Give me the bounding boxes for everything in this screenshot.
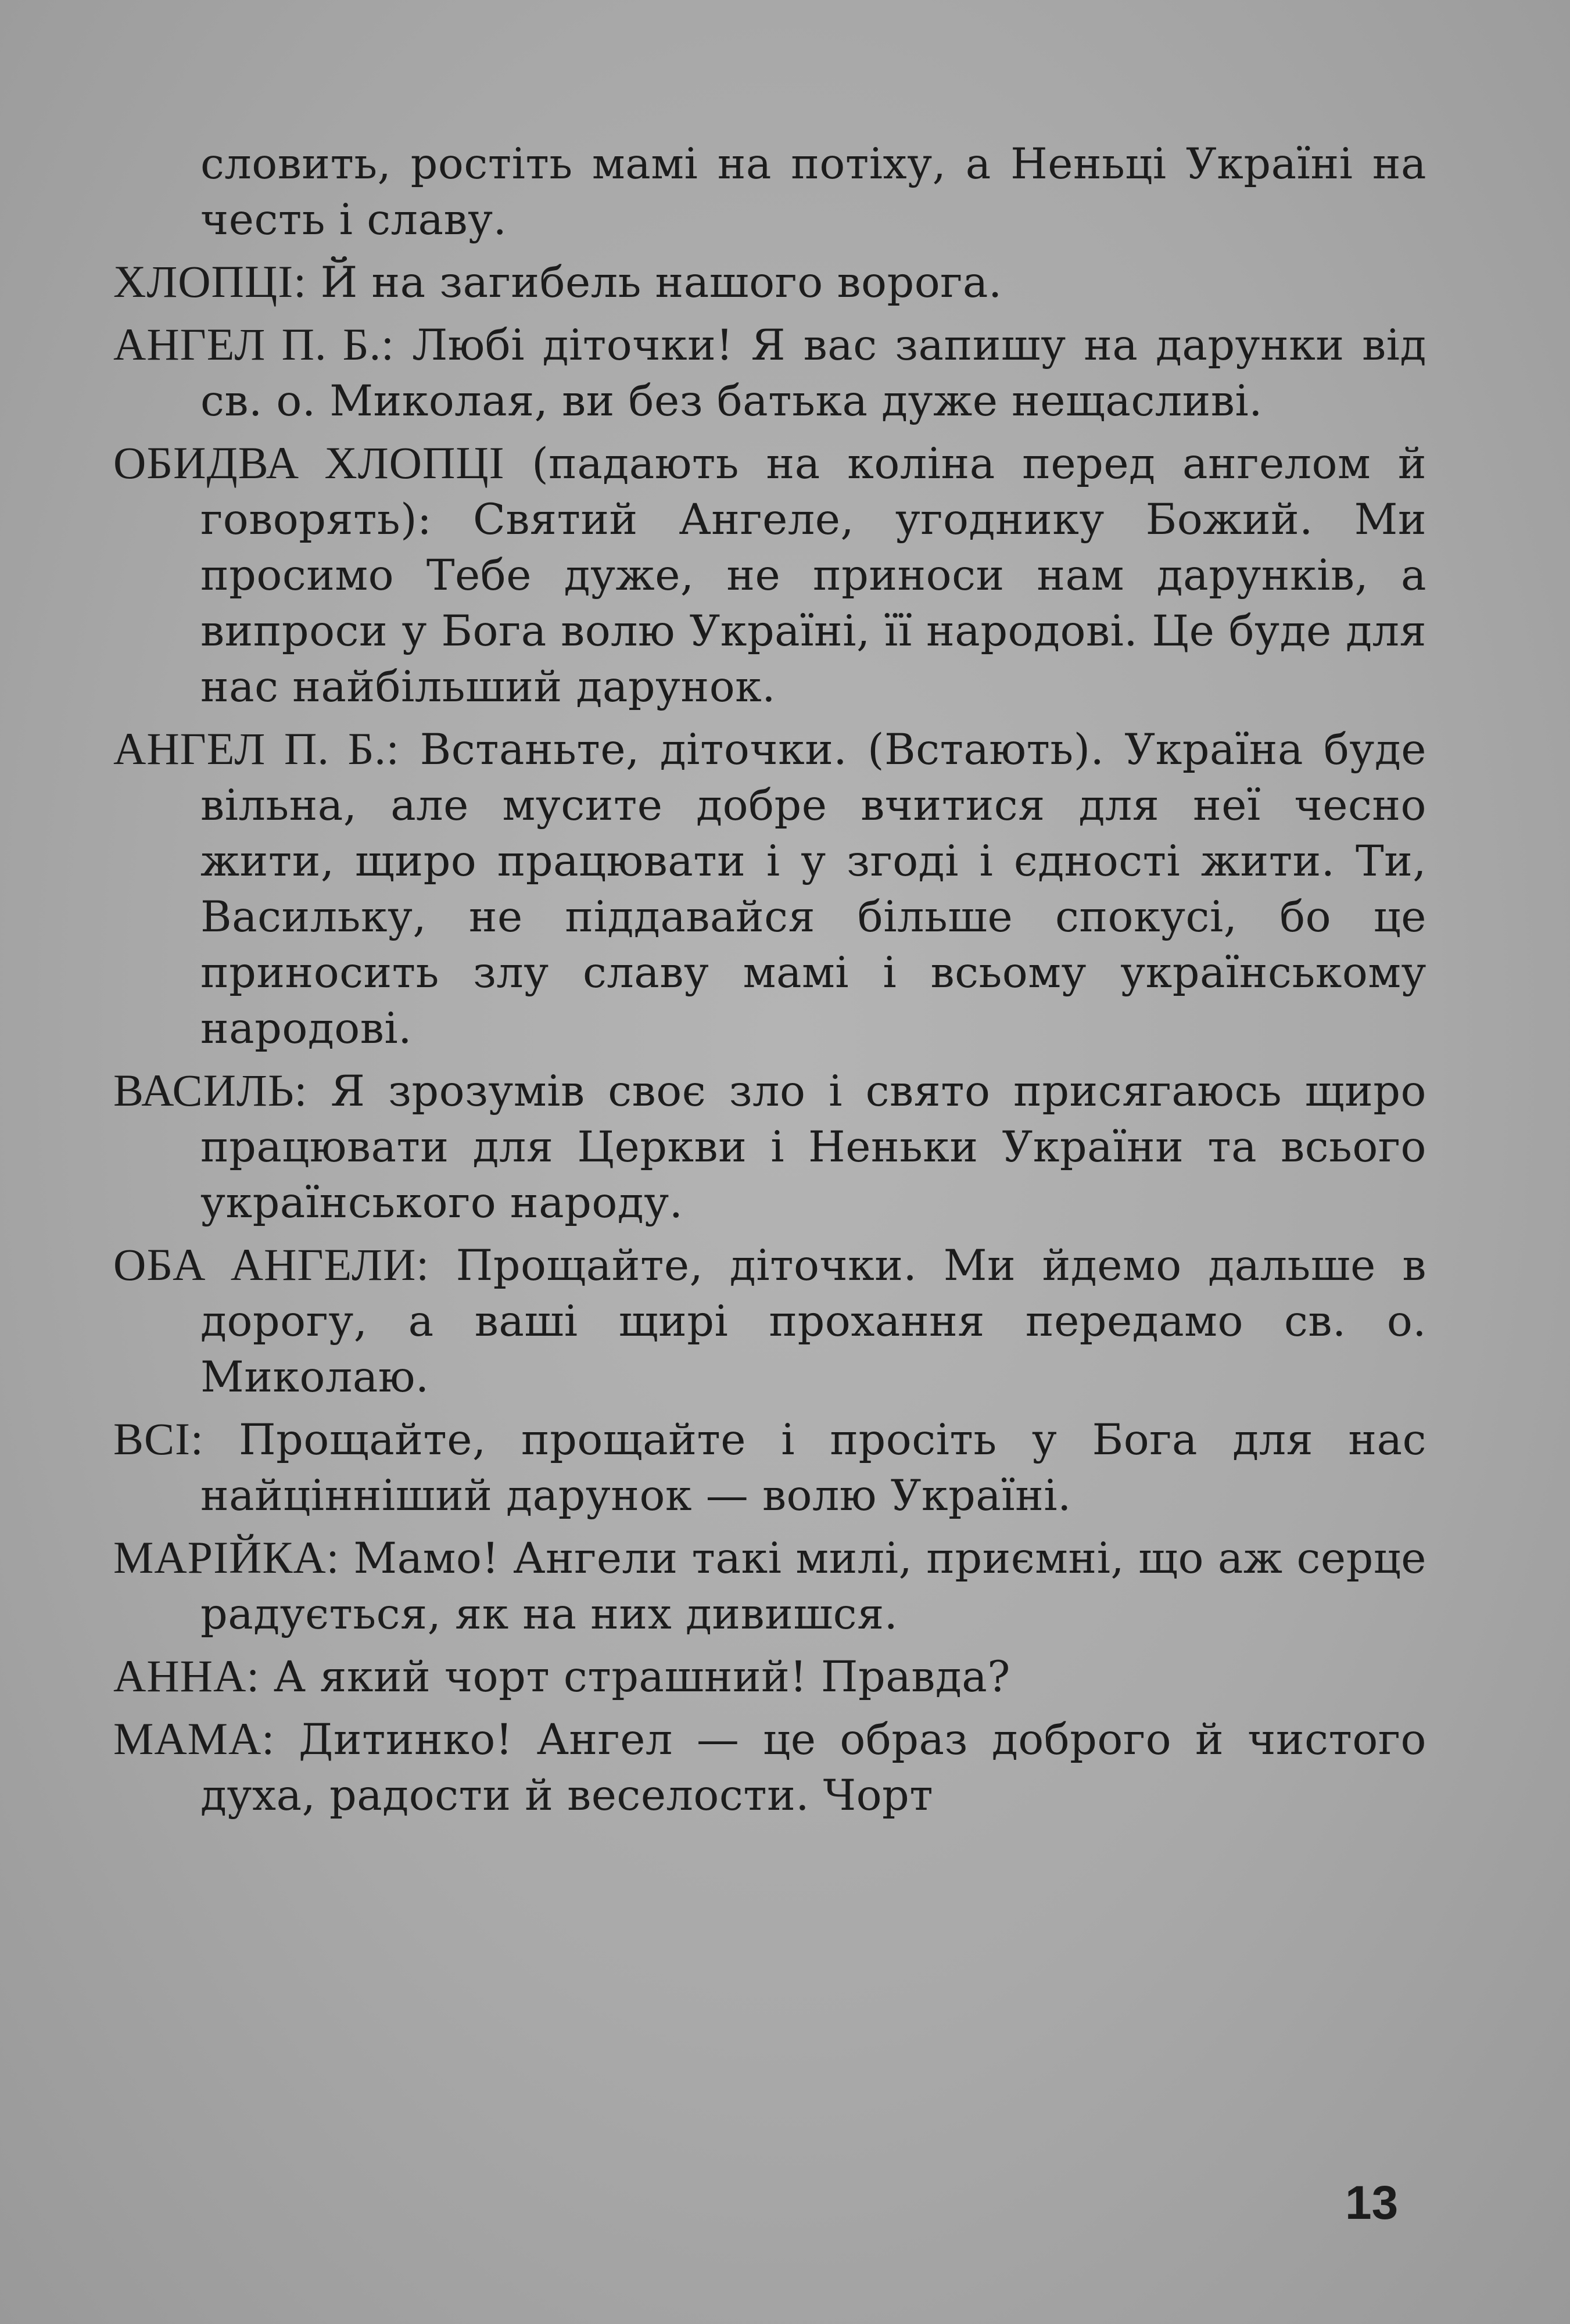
- dialogue-text: Любі діточки! Я вас запишу на дарунки від св. о. Миколая, ви без батька дуже нещасливі.: [200, 321, 1426, 426]
- dialogue-line: [113, 1711, 1426, 1824]
- dialogue-line: [113, 1648, 1426, 1705]
- dialogue-text: Й на загибель нашого ворога.: [320, 258, 1002, 307]
- speaker-name: ОБА АНГЕЛИ:: [113, 1239, 430, 1290]
- dialogue-text: Мамо! Ангели такі милі, приємні, що аж серце радується, як на них дивишся.: [200, 1534, 1426, 1639]
- dialogue-line: [113, 435, 1426, 715]
- dialogue-text: Прощайте, прощайте і просіть у Бога для нас найцінніший дарунок — волю Україні.: [200, 1415, 1426, 1520]
- speaker-name: МАМА:: [113, 1713, 275, 1764]
- dialogue-line: [113, 1063, 1426, 1231]
- speaker-name: АНГЕЛ П. Б.:: [113, 319, 395, 370]
- speaker-name: МАРІЙКА:: [113, 1532, 340, 1583]
- dialogue-text: Я зрозумів своє зло і свято присягаюсь щиро працювати для Церкви і Неньки України та всього українського народу.: [200, 1067, 1426, 1228]
- page-number: 13: [1345, 2176, 1399, 2229]
- dialogue-line: [113, 1237, 1426, 1405]
- dialogue-line: [113, 721, 1426, 1057]
- speaker-name: ХЛОПЦІ:: [113, 256, 307, 307]
- dialogue-line: [113, 1530, 1426, 1642]
- dialogue-line: [113, 254, 1426, 311]
- dialogue-text: (падають на коліна перед ангелом й говорять): Святий Ангеле, угоднику Божий. Ми просимо Тебе дуже, не приноси нам дарунків, а випроси у Бога волю Україні, її народові. Це буде для нас найбільший дарунок.: [200, 439, 1426, 712]
- dialogue-text: Встаньте, діточки. (Встають). Україна буде вільна, але мусите добре вчитися для неї чесно жити, щиро працювати і у згоді і єдності жити. Ти, Васильку, не піддавайся більше спокусі, бо це приносить злу славу мамі і всьому українському народові.: [200, 725, 1426, 1053]
- dialogue-text: А який чорт страшний! Правда?: [273, 1652, 1010, 1702]
- play-text: [113, 137, 1426, 1830]
- speaker-name: ВАСИЛЬ:: [113, 1065, 308, 1116]
- speaker-name: АННА:: [113, 1651, 260, 1701]
- dialogue-line: [113, 1411, 1426, 1524]
- dialogue-line: [113, 317, 1426, 429]
- continuation-paragraph: словить, ростіть мамі на потіху, а Неньці Україні на честь і славу.: [200, 139, 1426, 245]
- dialogue-text: Дитинко! Ангел — це образ доброго й чистого духа, радости й веселости. Чорт: [200, 1715, 1426, 1820]
- dialogue-text: Прощайте, діточки. Ми йдемо дальше в дорогу, а ваші щирі прохання передамо св. о. Миколаю.: [200, 1241, 1426, 1402]
- speaker-name: ОБИДВА ХЛОПЦІ: [113, 437, 505, 488]
- speaker-name: АНГЕЛ П. Б.:: [113, 723, 400, 774]
- speaker-name: ВСІ:: [113, 1414, 204, 1464]
